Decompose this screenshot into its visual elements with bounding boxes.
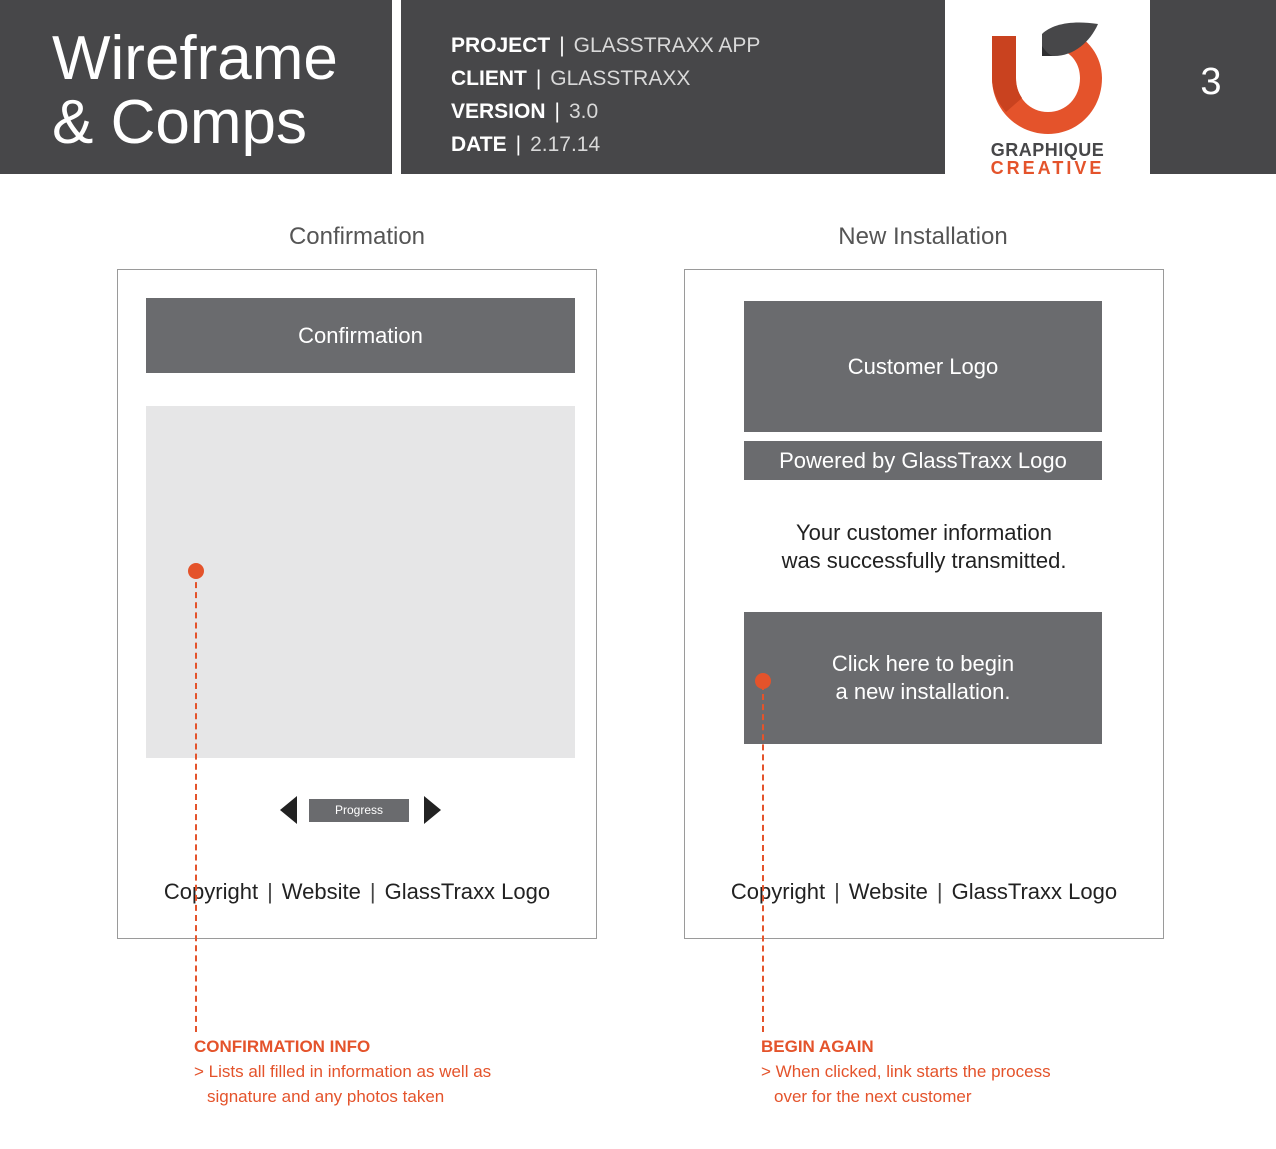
confirmation-note-line-2: signature and any photos taken [207, 1087, 445, 1106]
success-message-line-1: Your customer information [796, 520, 1052, 545]
next-arrow-icon[interactable] [424, 796, 441, 824]
footer-copyright-link[interactable]: Copyright [163, 879, 259, 904]
meta-date [451, 132, 600, 158]
graphique-creative-logo-icon [982, 16, 1112, 136]
meta-value: GLASSTRAXX APP [573, 34, 761, 57]
page-title-line-2: & Comps [52, 88, 307, 157]
new-installation-footer [685, 877, 1163, 907]
meta-value: 3.0 [569, 100, 599, 123]
begin-new-installation-button[interactable] [744, 612, 1102, 744]
footer-separator: | [267, 879, 273, 904]
footer-glasstraxx-logo[interactable]: GlassTraxx Logo [384, 879, 551, 904]
success-message-line-2: was successfully transmitted. [781, 548, 1067, 573]
meta-separator: | [554, 100, 560, 123]
meta-separator: | [535, 67, 542, 90]
progress-indicator: Progress [309, 799, 409, 822]
powered-by-logo-placeholder: Powered by GlassTraxx Logo [744, 441, 1102, 480]
meta-separator: | [559, 34, 565, 57]
confirmation-header-bar: Confirmation [146, 298, 575, 373]
meta-value: 2.17.14 [530, 133, 601, 156]
confirmation-footer [118, 877, 596, 907]
meta-label: CLIENT [451, 67, 527, 90]
meta-label: PROJECT [451, 34, 551, 57]
footer-website-link[interactable]: Website [848, 879, 928, 904]
page-title-line-1: Wireframe [52, 24, 338, 93]
meta-version [451, 99, 598, 125]
confirmation-note-heading: CONFIRMATION INFO [194, 1037, 371, 1056]
title-rule [395, 35, 400, 173]
meta-label: VERSION [451, 100, 546, 123]
meta-label: DATE [451, 133, 507, 156]
section-title-confirmation: Confirmation [288, 223, 426, 250]
footer-separator: | [834, 879, 840, 904]
confirmation-info-panel [146, 406, 575, 758]
footer-separator: | [936, 879, 943, 904]
customer-logo-placeholder: Customer Logo [744, 301, 1102, 432]
confirmation-note-line-1: > Lists all filled in information as well as [194, 1062, 492, 1081]
footer-glasstraxx-logo[interactable]: GlassTraxx Logo [951, 879, 1118, 904]
previous-arrow-icon[interactable] [280, 796, 297, 824]
begin-again-note-heading: BEGIN AGAIN [761, 1037, 874, 1056]
success-message [684, 519, 1164, 575]
cta-line-2: a new installation. [835, 679, 1011, 704]
brand-name-line-2: CREATIVE [990, 158, 1105, 178]
begin-again-callout-dot [755, 673, 771, 689]
footer-copyright-link[interactable]: Copyright [730, 879, 826, 904]
cta-line-1: Click here to begin [831, 651, 1015, 676]
page-number: 3 [1200, 61, 1222, 103]
begin-again-callout-line [762, 684, 764, 1032]
meta-project [451, 33, 760, 59]
section-title-new-installation: New Installation [838, 223, 1008, 250]
begin-again-note-line-1: > When clicked, link starts the process [761, 1062, 1051, 1081]
footer-website-link[interactable]: Website [281, 879, 361, 904]
meta-separator: | [515, 133, 522, 156]
meta-client [451, 66, 690, 92]
begin-again-note-line-2: over for the next customer [774, 1087, 972, 1106]
meta-value: GLASSTRAXX [550, 67, 691, 90]
footer-separator: | [369, 879, 376, 904]
brand-name-line-1: GRAPHIQUE [990, 140, 1105, 160]
confirmation-callout-dot [188, 563, 204, 579]
confirmation-callout-line [195, 572, 197, 1032]
